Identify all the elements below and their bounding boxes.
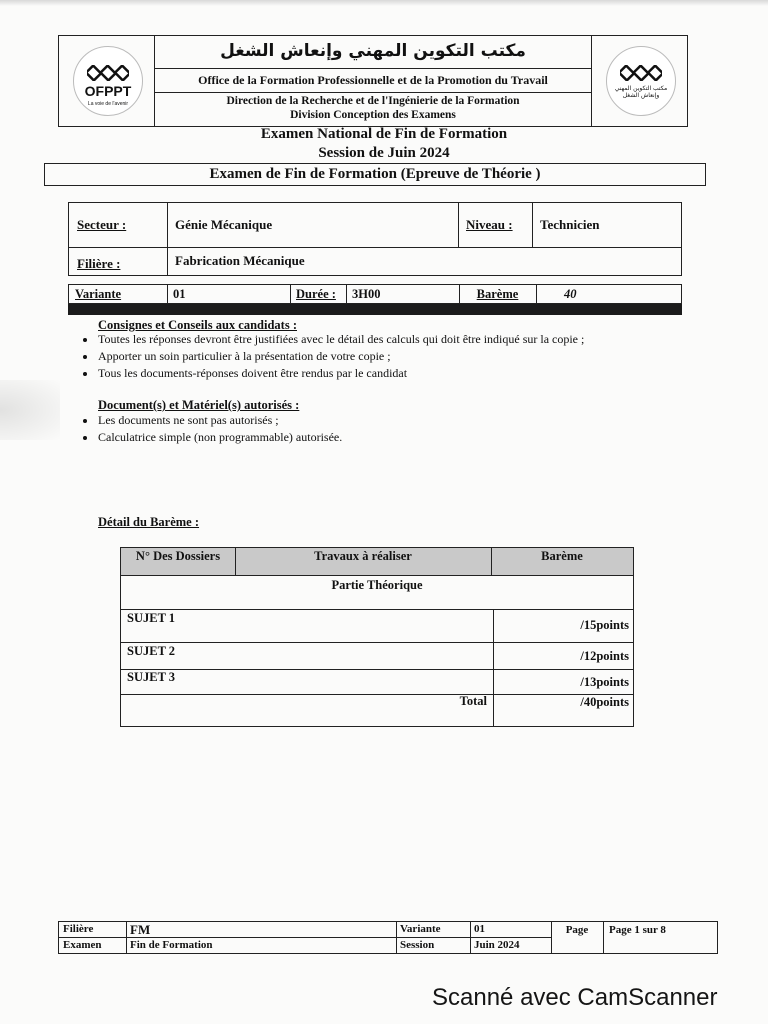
filiere-label: Filière : — [77, 256, 121, 271]
division-name: Division Conception des Examens — [290, 109, 456, 121]
list-item: Les documents ne sont pas autorisés ; — [80, 412, 342, 429]
grid-line — [121, 669, 633, 670]
direction-name: Direction de la Recherche et de l'Ingénierie de la Formation — [226, 95, 520, 107]
footer-variante-label: Variante — [400, 923, 441, 935]
duree-value: 3H00 — [352, 287, 381, 301]
grid-line — [121, 609, 633, 610]
separator-bar — [68, 304, 682, 315]
header-center — [155, 36, 591, 126]
bareme-detail-title: Détail du Barème : — [98, 515, 200, 529]
arabic-title: مكتب التكوين المهني وإنعاش الشغل — [155, 36, 591, 69]
scan-shadow — [0, 380, 60, 440]
niveau-label: Niveau : — [466, 217, 513, 232]
footer-filiere-value: FM — [130, 922, 151, 937]
grid-line — [121, 642, 633, 643]
variante-label: Variante — [75, 287, 122, 301]
filiere-value: Fabrication Mécanique — [175, 253, 305, 268]
epreuve-title: Examen de Fin de Formation (Epreuve de Théorie ) — [44, 163, 706, 186]
footer-session-value: Juin 2024 — [474, 939, 520, 951]
chain-icon — [620, 65, 662, 81]
header-bareme: Barème — [541, 549, 583, 563]
consignes-title: Consignes et Conseils aux candidats : — [98, 318, 297, 332]
exam-session: Session de Juin 2024 — [318, 145, 450, 161]
footer-examen-label: Examen — [63, 939, 102, 951]
list-item: Toutes les réponses devront être justifiées avec le détail des calculs qui doit être indiqué sur la copie ; — [80, 331, 584, 348]
office-name: Office de la Formation Professionnelle et de la Promotion du Travail — [155, 68, 591, 93]
camscanner-watermark: Scanné avec CamScanner — [432, 984, 718, 1011]
logo-arabic-text: مكتب التكوين المهني وإنعاش الشغل — [614, 85, 668, 99]
footer-page-label: Page — [565, 924, 589, 936]
list-item: Tous les documents-réponses doivent être rendus par le candidat — [80, 365, 584, 382]
bareme-table — [120, 547, 634, 727]
consignes-list — [80, 331, 584, 382]
sujet-2-label: SUJET 2 — [127, 644, 176, 658]
list-item: Calculatrice simple (non programmable) autorisée. — [80, 429, 342, 446]
niveau-value: Technicien — [540, 217, 600, 232]
secteur-label: Secteur : — [77, 217, 127, 232]
variante-row — [68, 284, 682, 304]
grid-line — [69, 247, 681, 248]
page-edge — [0, 0, 768, 6]
documents-title: Document(s) et Matériel(s) autorisés : — [98, 398, 300, 412]
total-label: Total — [459, 694, 487, 708]
info-grid — [68, 202, 682, 276]
footer-filiere-label: Filière — [63, 923, 94, 935]
logo-text: OFPPT — [84, 83, 132, 99]
footer-session-label: Session — [400, 939, 435, 951]
sujet-3-points: /13points — [580, 675, 629, 689]
logo-subtext: La voie de l'avenir — [87, 101, 129, 107]
exam-title: Examen National de Fin de Formation — [260, 126, 508, 142]
sujet-1-points: /15points — [580, 618, 629, 632]
direction-block — [155, 94, 591, 122]
sujet-2-points: /12points — [580, 649, 629, 663]
footer-variante-value: 01 — [474, 923, 485, 935]
header-travaux: Travaux à réaliser — [314, 549, 412, 563]
footer-page-value: Page 1 sur 8 — [609, 924, 666, 936]
sujet-1-label: SUJET 1 — [127, 611, 176, 625]
chain-icon — [87, 65, 129, 81]
logo-left-cell — [59, 36, 155, 126]
duree-label: Durée : — [296, 287, 336, 301]
page-footer — [58, 921, 718, 954]
ofppt-logo-arabic — [606, 46, 676, 116]
logo-right-cell — [591, 36, 687, 126]
variante-value: 01 — [173, 287, 186, 301]
document-header — [58, 35, 688, 127]
footer-examen-value: Fin de Formation — [130, 939, 213, 951]
bareme-label: Barème — [476, 287, 519, 301]
total-points: /40points — [580, 695, 629, 709]
partie-theorique: Partie Théorique — [331, 578, 423, 592]
ofppt-logo — [73, 46, 143, 116]
bareme-value: 40 — [564, 287, 577, 301]
list-item: Apporter un soin particulier à la présentation de votre copie ; — [80, 348, 584, 365]
secteur-value: Génie Mécanique — [175, 217, 273, 232]
documents-list — [80, 412, 342, 446]
header-dossiers: N° Des Dossiers — [135, 549, 221, 563]
sujet-3-label: SUJET 3 — [127, 670, 176, 684]
